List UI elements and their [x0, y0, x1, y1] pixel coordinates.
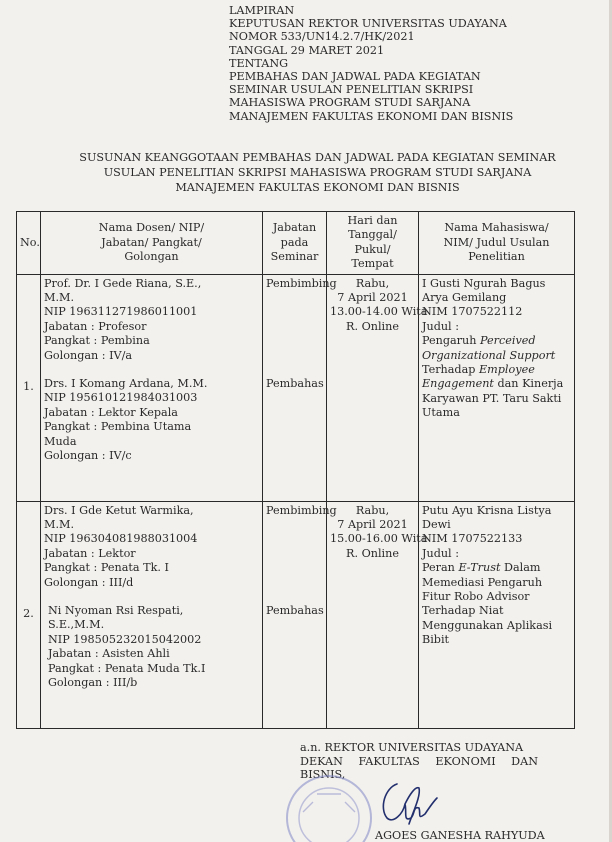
header-line: TENTANG	[229, 56, 289, 70]
row-number: 1.	[17, 274, 41, 501]
research-title-segment: Employee Engagement	[422, 363, 535, 391]
schedule-date: 7 April 2021	[337, 291, 408, 305]
title-line: MANAJEMEN FAKULTAS EKONOMI DAN BISNIS	[175, 180, 460, 194]
research-title-segment: Peran	[422, 561, 459, 575]
student-name: Dewi	[422, 518, 451, 532]
student-nim: NIM 1707522133	[422, 532, 523, 546]
lecturer-cell	[41, 501, 263, 728]
role-cell	[263, 501, 337, 728]
role-discussant: Pembahas	[266, 377, 324, 391]
lecturer-line: M.M.	[44, 291, 75, 305]
lecturer-line: M.M.	[44, 518, 75, 532]
schedule-cell	[327, 274, 428, 501]
lecturer-line: Pangkat : Penata Tk. I	[44, 561, 169, 575]
lecturer-line: S.E.,M.M.	[48, 618, 105, 632]
student-cell	[419, 274, 575, 501]
judul-label: Judul :	[422, 319, 459, 333]
title-line: USULAN PENELITIAN SKRIPSI MAHASISWA PROGRAM STUDI SARJANA	[103, 165, 532, 179]
seminar-schedule-table	[16, 211, 575, 729]
header-line: TANGGAL 29 MARET 2021	[229, 43, 385, 57]
header-line: KEPUTUSAN REKTOR UNIVERSITAS UDAYANA	[229, 17, 507, 31]
table-row	[17, 501, 575, 728]
header-line: LAMPIRAN	[229, 4, 295, 17]
schedule-place: R. Online	[346, 319, 399, 333]
lecturer-line: Pangkat : Penata Muda Tk.I	[48, 661, 206, 675]
research-title-segment: Perceived Organizational Support	[422, 334, 556, 362]
header-line: MAHASISWA PROGRAM STUDI SARJANA	[229, 96, 471, 110]
student-name: I Gusti Ngurah Bagus	[422, 276, 546, 290]
signature-line-2: DEKAN FAKULTAS EKONOMI DAN	[300, 754, 539, 768]
research-title	[422, 334, 571, 420]
signature-icon	[375, 778, 445, 830]
row-number: 2.	[17, 501, 41, 728]
schedule-cell	[327, 501, 428, 728]
role-supervisor: Pembimbing	[266, 276, 337, 290]
judul-label: Judul :	[422, 546, 459, 560]
header-dosen: Nama Dosen/ NIP/ Jabatan/ Pangkat/ Golongan	[41, 212, 263, 275]
research-title-segment: dan Kinerja Karyawan PT. Taru Sakti Utama	[422, 377, 564, 420]
lecturer-line: Jabatan : Profesor	[44, 319, 147, 333]
schedule-time: 15.00-16.00 Wita	[330, 532, 428, 546]
lecturer-line: Jabatan : Lektor Kepala	[44, 405, 178, 419]
research-title-segment: Pengaruh	[422, 334, 480, 348]
schedule-day: Rabu,	[355, 503, 390, 517]
lecturer-cell	[41, 274, 263, 501]
table-row	[17, 274, 575, 501]
role-supervisor: Pembimbing	[266, 503, 337, 517]
header-line: NOMOR 533/UN14.2.7/HK/2021	[229, 30, 415, 44]
header-jabatan: Jabatan pada Seminar	[263, 212, 327, 275]
student-name: Putu Ayu Krisna Listya	[422, 503, 552, 517]
schedule-date: 7 April 2021	[337, 518, 408, 532]
title-line: SUSUNAN KEANGGOTAAN PEMBAHAS DAN JADWAL PADA KEGIATAN SEMINAR	[79, 151, 556, 164]
header-line: PEMBAHAS DAN JADWAL PADA KEGIATAN	[229, 70, 481, 84]
schedule-time: 13.00-14.00 Wita	[330, 305, 428, 319]
role-discussant: Pembahas	[266, 604, 324, 618]
lecturer-line: Pangkat : Pembina	[44, 334, 150, 348]
lecturer-line: NIP 195610121984031003	[44, 391, 198, 405]
research-title-segment: Dalam Memediasi Pengaruh Fitur Robo Advisor Terhadap Niat Menggunakan Aplikasi Bibit	[422, 561, 553, 647]
lecturer-line: Muda	[44, 434, 77, 448]
lecturer-line: Ni Nyoman Rsi Respati,	[48, 604, 184, 618]
lecturer-line: NIP 196311271986011001	[44, 305, 198, 319]
lecturer-line: Golongan : IV/c	[44, 449, 132, 463]
lecturer-line: NIP 198505232015042002	[48, 632, 202, 646]
student-name: Arya Gemilang	[422, 291, 507, 305]
lecturer-line: Jabatan : Asisten Ahli	[48, 647, 170, 661]
header-hari: Hari dan Tanggal/ Pukul/ Tempat	[327, 212, 419, 275]
signer-name: AGOES GANESHA RAHYUDA	[375, 829, 545, 842]
lecturer-line: Pangkat : Pembina Utama	[44, 420, 192, 434]
student-cell	[419, 501, 575, 728]
research-title-segment: E-Trust	[458, 561, 501, 575]
research-title	[422, 561, 571, 647]
lecturer-line: Golongan : III/b	[48, 676, 138, 690]
header-line: MANAJEMEN FAKULTAS EKONOMI DAN BISNIS	[229, 109, 514, 123]
lecturer-line: Golongan : III/d	[44, 575, 134, 589]
document-title	[40, 151, 595, 195]
lecturer-line: Drs. I Komang Ardana, M.M.	[44, 377, 208, 391]
lecturer-line: Jabatan : Lektor	[44, 546, 136, 560]
lecturer-line: NIP 196304081988031004	[44, 532, 198, 546]
role-cell	[263, 274, 337, 501]
header-mahasiswa: Nama Mahasiswa/ NIM/ Judul Usulan Penelitian	[419, 212, 575, 275]
lecturer-line: Drs. I Gde Ketut Warmika,	[44, 503, 194, 517]
table-header-row	[17, 212, 575, 275]
signature-line-3: BISNIS,	[300, 768, 346, 782]
lecturer-line: Golongan : IV/a	[44, 348, 133, 362]
header-no: No.	[17, 212, 41, 275]
schedule-day: Rabu,	[355, 276, 390, 290]
student-nim: NIM 1707522112	[422, 305, 523, 319]
lecturer-line: Prof. Dr. I Gede Riana, S.E.,	[44, 276, 202, 290]
university-stamp-icon	[283, 772, 375, 842]
research-title-segment: Terhadap	[422, 363, 479, 377]
schedule-place: R. Online	[346, 546, 399, 560]
appendix-header	[229, 4, 513, 123]
header-line: SEMINAR USULAN PENELITIAN SKRIPSI	[229, 83, 474, 97]
signature-line-1: a.n. REKTOR UNIVERSITAS UDAYANA	[300, 741, 524, 754]
